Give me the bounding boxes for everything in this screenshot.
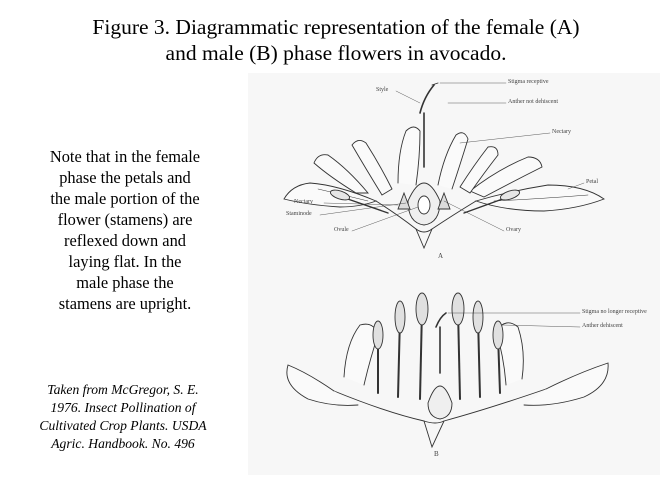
- explanatory-note: [14, 146, 236, 314]
- note-line: male phase the: [76, 273, 174, 292]
- title-line-2: and male (B) phase flowers in avocado.: [165, 41, 507, 65]
- flower-diagram: [248, 73, 660, 475]
- label-anther-dehiscent: Anther dehiscent: [582, 323, 623, 329]
- label-stigma-no-longer-receptive: Stigma no longer receptive: [582, 309, 647, 315]
- note-line: flower (stamens) are: [57, 210, 193, 229]
- label-anther-not-dehiscent: Anther not dehiscent: [508, 99, 558, 105]
- panel-letter-a: A: [438, 252, 444, 260]
- label-stigma-receptive: Stigma receptive: [508, 79, 549, 85]
- citation-line: 1976. Insect Pollination of: [50, 400, 196, 415]
- label-staminode: Staminode: [286, 211, 312, 217]
- note-line: the male portion of the: [50, 189, 200, 208]
- figure-title: [0, 14, 672, 66]
- label-nectary-left: Nectary: [294, 199, 313, 205]
- citation-line: Taken from McGregor, S. E.: [47, 382, 199, 397]
- male-flower-drawing: [287, 293, 608, 447]
- note-line: laying flat. In the: [68, 252, 182, 271]
- label-nectary: Nectary: [552, 129, 571, 135]
- title-line-1: Figure 3. Diagrammatic representation of the female (A): [92, 15, 580, 39]
- label-petal: Petal: [586, 179, 598, 185]
- female-flower-drawing: [284, 83, 604, 248]
- note-line: reflexed down and: [64, 231, 186, 250]
- label-ovary: Ovary: [506, 227, 521, 233]
- note-line: Note that in the female: [49, 147, 201, 166]
- citation-line: Cultivated Crop Plants. USDA: [39, 418, 207, 433]
- note-line: phase the petals and: [59, 168, 191, 187]
- flower-drawings: [248, 73, 660, 475]
- label-style: Style: [376, 87, 389, 93]
- source-citation: [18, 381, 228, 453]
- note-line: stamens are upright.: [58, 294, 192, 313]
- panel-letter-b: B: [434, 450, 439, 458]
- citation-line: Agric. Handbook. No. 496: [51, 436, 195, 451]
- label-ovule: Ovule: [334, 227, 349, 233]
